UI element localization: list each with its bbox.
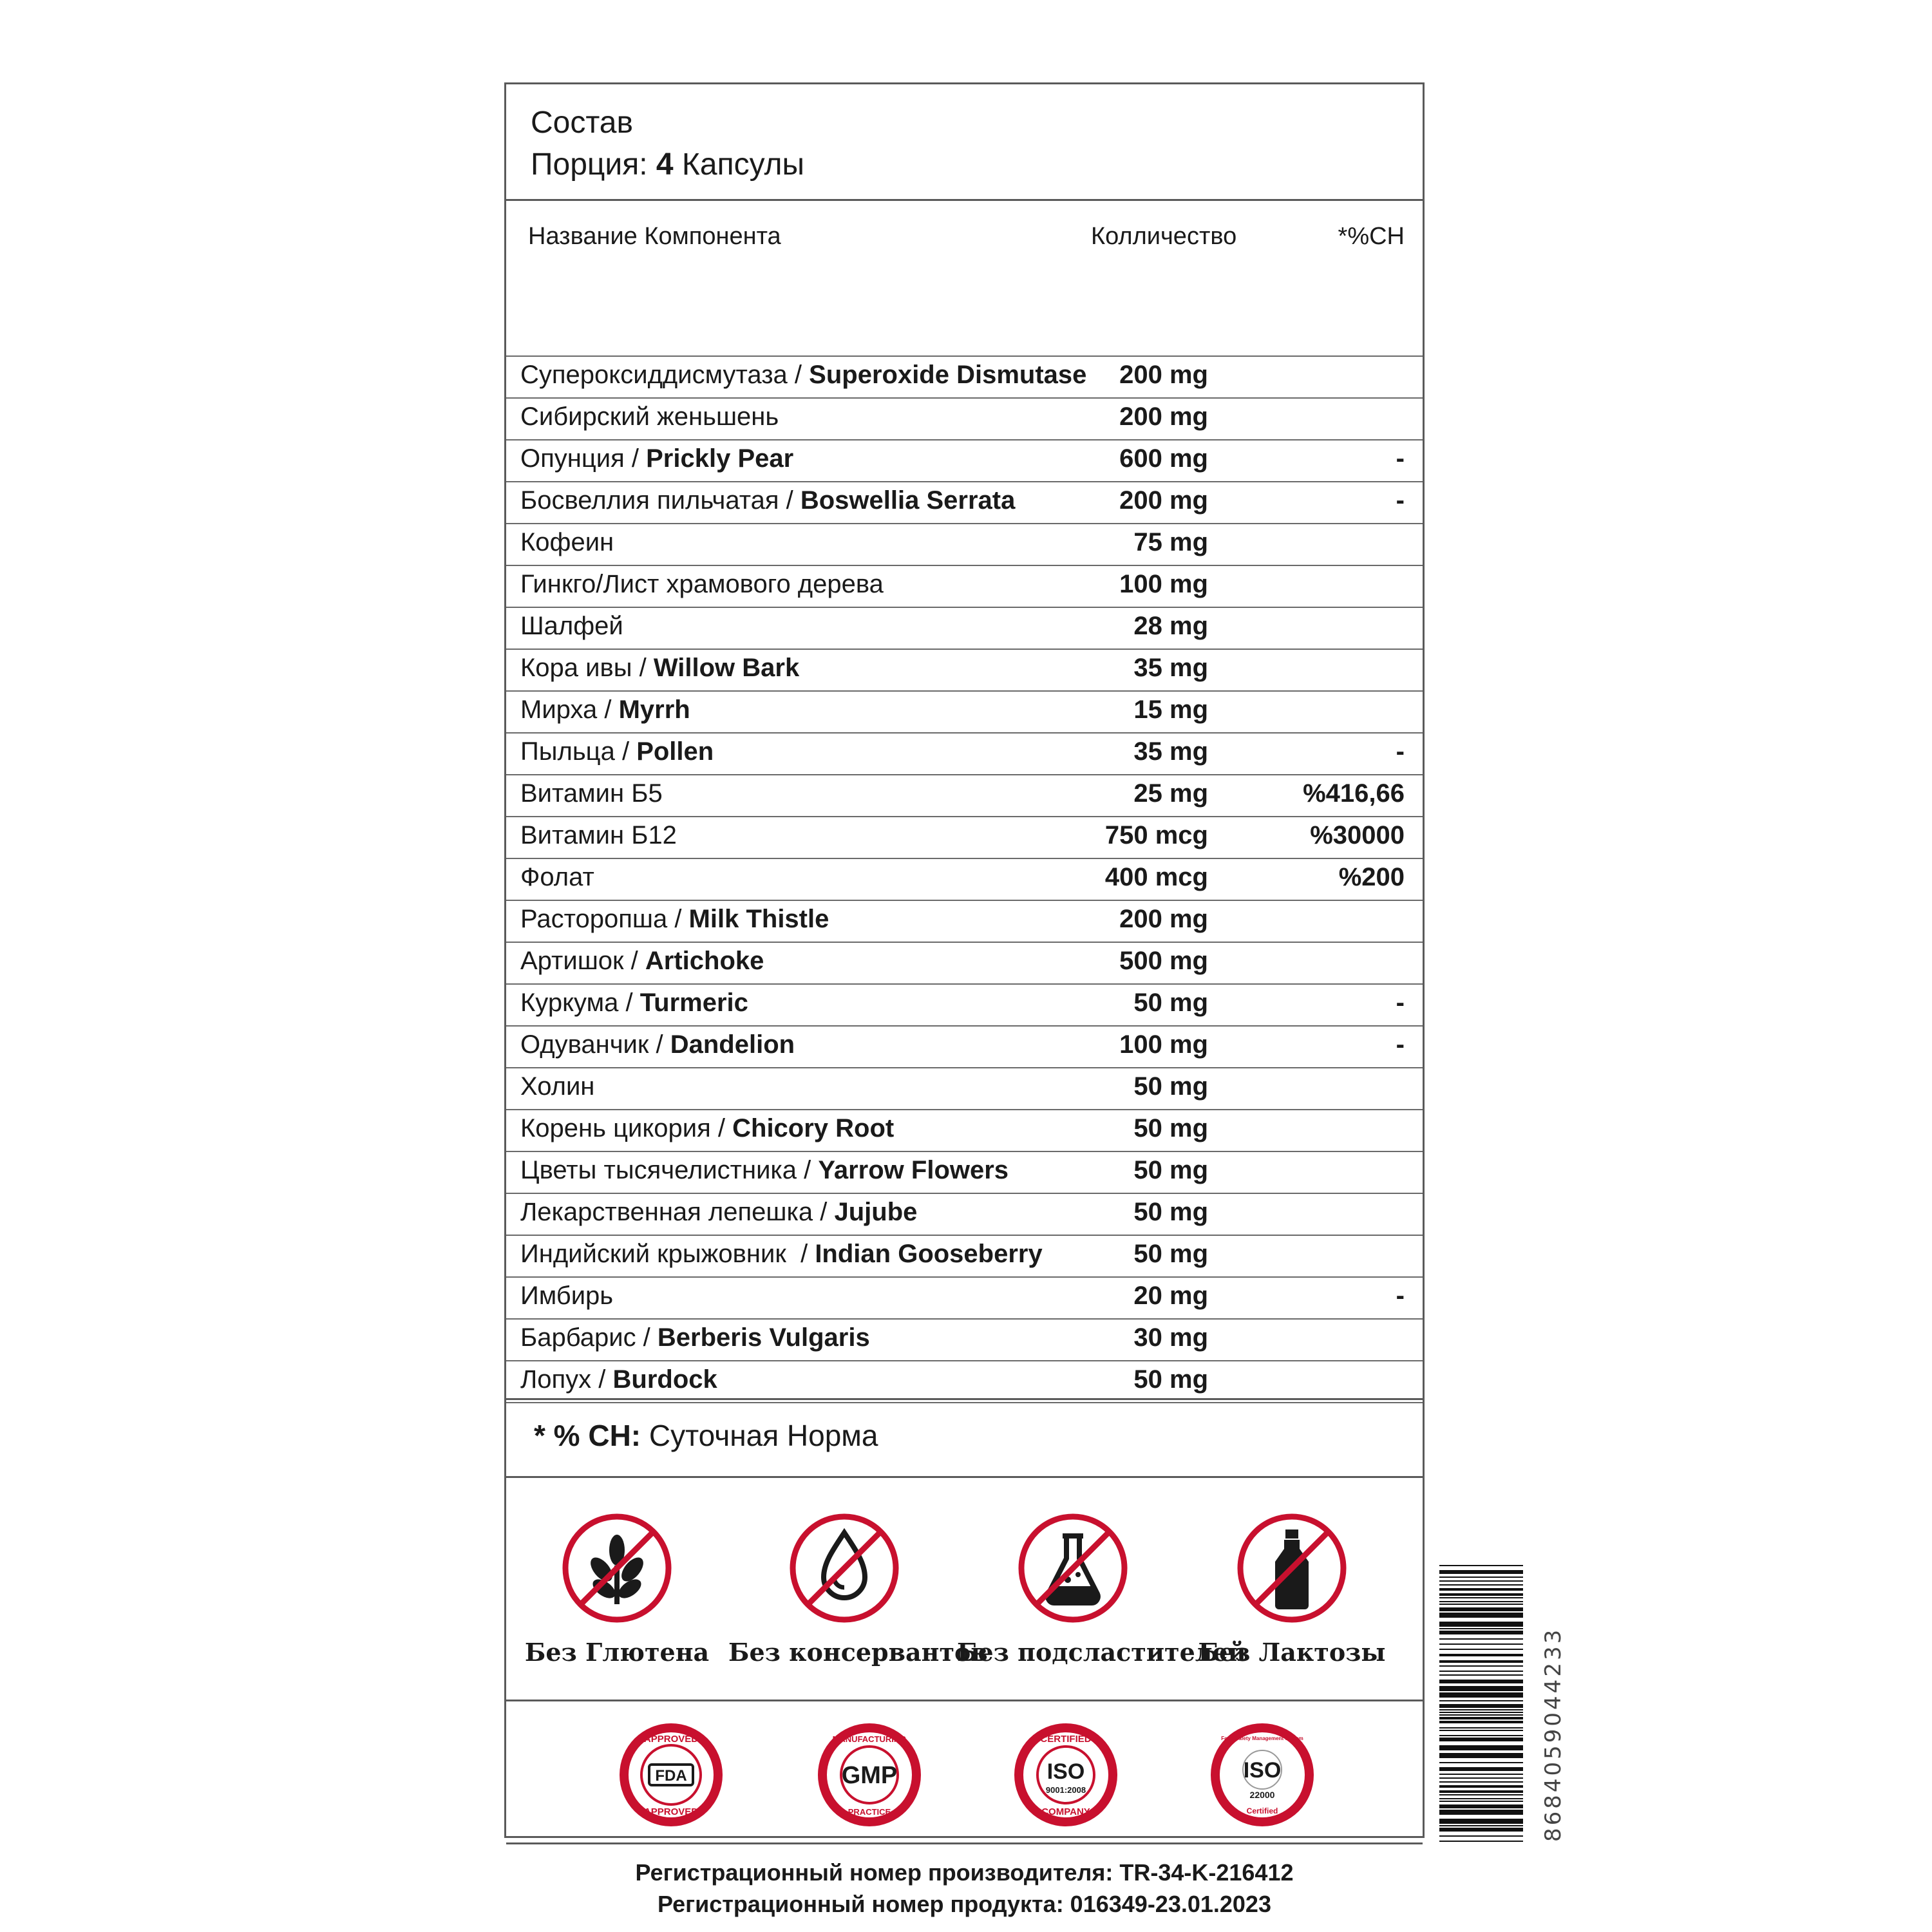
- ingredient-name: [520, 612, 623, 641]
- iso-22000-seal: [1208, 1721, 1316, 1829]
- ingredient-name-ru: Гинкго/Лист храмового дерева: [520, 570, 884, 598]
- ingredient-amount: 50 mg: [1133, 1240, 1208, 1268]
- ingredient-name-en: Turmeric: [639, 989, 748, 1017]
- ingredient-name-ru: Лопух /: [520, 1365, 613, 1394]
- ingredient-name-ru: Сибирский женьшень: [520, 402, 779, 431]
- ingredient-name: [520, 1156, 1009, 1185]
- barcode-bar: [1439, 1798, 1523, 1799]
- barcode-bar: [1439, 1660, 1523, 1663]
- barcode-bar: [1439, 1825, 1523, 1826]
- ingredient-name: [520, 1114, 894, 1143]
- barcode-bar: [1439, 1745, 1523, 1750]
- barcode-bar: [1439, 1680, 1523, 1683]
- barcode-bar: [1439, 1704, 1523, 1708]
- barcode-bar: [1439, 1577, 1523, 1578]
- ingredient-amount: 75 mg: [1133, 528, 1208, 556]
- svg-text:COMPANY: COMPANY: [1041, 1806, 1090, 1817]
- certifications: [506, 1701, 1423, 1844]
- ingredient-amount: 100 mg: [1119, 1030, 1208, 1059]
- no-sweeteners-icon: [1015, 1510, 1131, 1626]
- ingredient-amount: 20 mg: [1133, 1282, 1208, 1310]
- barcode-bar: [1439, 1692, 1523, 1698]
- svg-text:GMP: GMP: [841, 1762, 898, 1789]
- ingredient-name-ru: Витамин Б12: [520, 821, 677, 849]
- ingredient-daily-value: -: [1396, 1282, 1405, 1310]
- svg-text:MANUFACTURING: MANUFACTURING: [832, 1734, 907, 1744]
- ingredient-name-en: Burdock: [612, 1365, 717, 1394]
- ingredient-name-en: Boswellia Serrata: [800, 486, 1016, 515]
- barcode-bar: [1439, 1735, 1523, 1736]
- barcode-bar: [1439, 1841, 1523, 1842]
- barcode-bar: [1439, 1709, 1523, 1710]
- barcode-bar: [1439, 1674, 1523, 1676]
- no-gluten-icon: [559, 1510, 675, 1626]
- ingredient-name: [520, 1365, 717, 1394]
- barcode-bar: [1439, 1604, 1523, 1605]
- barcode-bar: [1439, 1686, 1523, 1691]
- title: Состав: [531, 106, 633, 140]
- ingredient-name-ru: Кора ивы /: [520, 654, 654, 682]
- footnote-mark: * % СН:: [534, 1419, 641, 1452]
- svg-text:APPROVED: APPROVED: [643, 1734, 699, 1745]
- no-preservatives-icon: [786, 1510, 902, 1626]
- table-row: [506, 523, 1423, 565]
- table-row: [506, 690, 1423, 732]
- ingredient-amount: 50 mg: [1133, 1114, 1208, 1142]
- ingredient-name-ru: Цветы тысячелистника /: [520, 1156, 819, 1184]
- table-row: [506, 1109, 1423, 1151]
- table-row: [506, 1193, 1423, 1235]
- ingredient-name-ru: Супероксиддисмутаза /: [520, 361, 810, 389]
- table-row: [506, 1235, 1423, 1276]
- no-preservatives-badge: [728, 1510, 988, 1667]
- no-sweeteners-badge: [957, 1510, 1246, 1667]
- column-header-name: Название Компонента: [528, 223, 781, 250]
- ingredient-name-ru: Корень цикория /: [520, 1114, 733, 1142]
- ingredient-name: [520, 1323, 870, 1352]
- ingredient-name-en: Indian Gooseberry: [815, 1240, 1043, 1268]
- ingredient-amount: 200 mg: [1119, 905, 1208, 933]
- ingredient-amount: 50 mg: [1133, 1072, 1208, 1101]
- barcode-bar: [1439, 1794, 1523, 1795]
- barcode-bar: [1439, 1727, 1523, 1728]
- barcode-bar: [1439, 1565, 1523, 1566]
- column-header-dv: *%СН: [1338, 223, 1405, 250]
- table-row: [506, 774, 1423, 816]
- ingredient-amount: 50 mg: [1133, 1365, 1208, 1394]
- ingredient-name-ru: Куркума /: [520, 989, 640, 1017]
- barcode-bar: [1439, 1631, 1523, 1634]
- ingredient-name: [520, 821, 677, 850]
- ingredient-name-ru: Лекарственная лепешка /: [520, 1198, 835, 1226]
- barcode-bar: [1439, 1700, 1523, 1701]
- ingredients-table: [506, 355, 1423, 1403]
- barcode-bar: [1439, 1804, 1523, 1808]
- ingredient-name-ru: Индийский крыжовник /: [520, 1240, 815, 1268]
- ingredient-daily-value: -: [1396, 737, 1405, 766]
- barcode-bar: [1439, 1622, 1523, 1627]
- ingredient-daily-value: -: [1396, 444, 1405, 473]
- ingredient-name-ru: Одуванчик /: [520, 1030, 670, 1059]
- ingredient-name: [520, 486, 1015, 515]
- ingredient-name-ru: Фолат: [520, 863, 594, 891]
- ingredient-name: [520, 947, 764, 976]
- ingredient-name: [520, 863, 594, 892]
- ingredient-name: [520, 779, 663, 808]
- barcode-bar: [1439, 1665, 1523, 1667]
- ingredient-name-en: Prickly Pear: [646, 444, 794, 473]
- table-row: [506, 1360, 1423, 1402]
- svg-text:FDA: FDA: [655, 1767, 687, 1785]
- table-row: [506, 355, 1423, 397]
- ingredient-name: [520, 528, 614, 557]
- product-registration: Регистрационный номер продукта: 016349-23.01.2023: [658, 1890, 1271, 1917]
- barcode-bar: [1439, 1753, 1523, 1758]
- table-row: [506, 397, 1423, 439]
- manufacturer-registration: Регистрационный номер производителя: TR-34-K-216412: [635, 1859, 1294, 1886]
- ingredient-name-ru: Шалфей: [520, 612, 623, 640]
- table-row: [506, 1318, 1423, 1360]
- column-header-amount: Колличество: [1091, 223, 1237, 250]
- table-row: [506, 649, 1423, 690]
- ingredient-amount: 28 mg: [1133, 612, 1208, 640]
- barcode-bar: [1439, 1781, 1523, 1783]
- table-row: [506, 900, 1423, 942]
- ingredient-daily-value: %416,66: [1303, 779, 1405, 808]
- free-from-label: Без Глютена: [524, 1638, 710, 1667]
- ingredient-amount: 400 mcg: [1104, 863, 1208, 891]
- ingredient-name-en: Yarrow Flowers: [818, 1156, 1009, 1184]
- barcode-bar: [1439, 1654, 1523, 1656]
- ingredient-name: [520, 402, 779, 431]
- iso-9001-seal: [1012, 1721, 1120, 1829]
- ingredient-name: [520, 1072, 594, 1101]
- table-row: [506, 439, 1423, 481]
- barcode-bar: [1439, 1714, 1523, 1716]
- svg-text:Certified: Certified: [1246, 1806, 1278, 1815]
- ingredient-amount: 25 mg: [1133, 779, 1208, 808]
- table-row: [506, 942, 1423, 983]
- header: [506, 84, 1423, 201]
- ingredient-name-en: Chicory Root: [732, 1114, 895, 1142]
- ingredient-name-ru: Барбарис /: [520, 1323, 658, 1352]
- barcode-bar: [1439, 1717, 1523, 1719]
- svg-text:APPROVED: APPROVED: [643, 1806, 699, 1817]
- serving-size: [531, 144, 804, 186]
- serving-count: 4: [656, 147, 674, 182]
- ingredient-amount: 600 mg: [1119, 444, 1208, 473]
- ingredient-name: [520, 905, 829, 934]
- barcode-bar: [1439, 1738, 1523, 1741]
- barcode-bar: [1439, 1588, 1523, 1591]
- ingredient-amount: 50 mg: [1133, 1156, 1208, 1184]
- ingredient-name-ru: Холин: [520, 1072, 595, 1101]
- barcode-digits: 8684059044233: [1540, 1627, 1566, 1842]
- free-from-label: Без подсластителей: [957, 1638, 1246, 1667]
- barcode-bar: [1439, 1810, 1523, 1815]
- ingredient-name-ru: Имбирь: [520, 1282, 614, 1310]
- no-lactose-icon: [1234, 1510, 1350, 1626]
- registration-info: [506, 1844, 1423, 1920]
- ingredient-name: [520, 361, 1086, 390]
- barcode-bar: [1439, 1712, 1523, 1713]
- barcode-bar: [1439, 1649, 1523, 1650]
- ingredient-amount: 200 mg: [1119, 486, 1208, 515]
- ingredient-name-en: Jujube: [834, 1198, 918, 1226]
- ingredient-amount: 200 mg: [1119, 402, 1208, 431]
- ingredient-daily-value: %30000: [1310, 821, 1405, 849]
- table-row: [506, 1067, 1423, 1109]
- barcode-bar: [1439, 1601, 1523, 1602]
- ingredient-amount: 750 mcg: [1104, 821, 1208, 849]
- free-from-icons: [506, 1478, 1423, 1701]
- barcode-bar: [1439, 1584, 1523, 1586]
- ingredient-daily-value: -: [1396, 1030, 1405, 1059]
- table-row: [506, 565, 1423, 607]
- table-row: [506, 983, 1423, 1025]
- table-row: [506, 1151, 1423, 1193]
- table-row: [506, 816, 1423, 858]
- barcode-bar: [1439, 1721, 1523, 1723]
- table-row: [506, 1276, 1423, 1318]
- ingredient-name-ru: Опунция /: [520, 444, 647, 473]
- barcode-bar: [1439, 1767, 1523, 1771]
- serving-unit: Капсулы: [681, 147, 805, 182]
- ingredient-name-ru: Босвеллия пильчатая /: [520, 486, 800, 515]
- table-row: [506, 607, 1423, 649]
- ingredient-name: [520, 1198, 917, 1227]
- ingredient-amount: 30 mg: [1133, 1323, 1208, 1352]
- ingredients-panel: [504, 82, 1425, 1917]
- barcode-bar: [1439, 1762, 1523, 1763]
- ingredient-amount: 50 mg: [1133, 989, 1208, 1017]
- ingredient-name-ru: Артишок /: [520, 947, 645, 975]
- svg-text:9001:2008: 9001:2008: [1045, 1785, 1086, 1795]
- ingredient-amount: 35 mg: [1133, 737, 1208, 766]
- ingredient-amount: 50 mg: [1133, 1198, 1208, 1226]
- ingredient-amount: 15 mg: [1133, 696, 1208, 724]
- ingredient-name-ru: Кофеин: [520, 528, 614, 556]
- svg-text:22000: 22000: [1249, 1790, 1275, 1800]
- table-row: [506, 1025, 1423, 1067]
- svg-text:CERTIFIED: CERTIFIED: [1040, 1734, 1092, 1745]
- barcode-bar: [1439, 1580, 1523, 1582]
- barcode-bar: [1439, 1828, 1523, 1832]
- ingredient-name-en: Superoxide Dismutase: [809, 361, 1087, 389]
- ingredient-name: [520, 737, 714, 766]
- ingredient-name-en: Pollen: [636, 737, 714, 766]
- table-row: [506, 732, 1423, 774]
- free-from-label: Без консервантов: [728, 1638, 988, 1667]
- svg-text:ISO: ISO: [1046, 1759, 1085, 1784]
- barcode-bar: [1439, 1819, 1523, 1824]
- ingredient-amount: 35 mg: [1133, 654, 1208, 682]
- barcode: [1439, 1565, 1523, 1842]
- barcode-bar: [1439, 1774, 1523, 1775]
- ingredient-name-en: Berberis Vulgaris: [657, 1323, 870, 1352]
- ingredient-daily-value: -: [1396, 486, 1405, 515]
- footnote-text: Суточная Норма: [649, 1419, 878, 1452]
- ingredient-name-en: Dandelion: [670, 1030, 795, 1059]
- svg-text:Food Safety Management System: Food Safety Management System: [1221, 1736, 1303, 1741]
- ingredient-name: [520, 444, 793, 473]
- barcode-bar: [1439, 1613, 1523, 1618]
- ingredient-name-en: Artichoke: [645, 947, 764, 975]
- ingredient-name: [520, 1030, 795, 1059]
- barcode-bar: [1439, 1643, 1523, 1645]
- barcode-bar: [1439, 1730, 1523, 1731]
- table-row: [506, 858, 1423, 900]
- ingredient-name-ru: Пыльца /: [520, 737, 637, 766]
- ingredient-name: [520, 1282, 613, 1311]
- fda-approved-seal: [617, 1721, 725, 1829]
- ingredient-name: [520, 1240, 1043, 1269]
- ingredient-name-en: Willow Bark: [653, 654, 800, 682]
- ingredient-name: [520, 989, 748, 1018]
- ingredient-daily-value: -: [1396, 989, 1405, 1017]
- free-from-label: Без Лактозы: [1198, 1638, 1386, 1667]
- ingredient-name-en: Milk Thistle: [688, 905, 829, 933]
- footnote: [506, 1398, 1423, 1478]
- ingredient-name-ru: Расторопша /: [520, 905, 689, 933]
- table-row: [506, 481, 1423, 523]
- barcode-bar: [1439, 1597, 1523, 1598]
- serving-label: Порция:: [531, 147, 648, 182]
- ingredient-amount: 100 mg: [1119, 570, 1208, 598]
- barcode-bar: [1439, 1671, 1523, 1672]
- ingredient-amount: 200 mg: [1119, 361, 1208, 389]
- barcode-bar: [1439, 1607, 1523, 1611]
- ingredient-name-en: Myrrh: [618, 696, 690, 724]
- barcode-bar: [1439, 1835, 1523, 1837]
- svg-text:ISO: ISO: [1243, 1758, 1282, 1783]
- barcode-bar: [1439, 1570, 1523, 1574]
- barcode-bar: [1439, 1790, 1523, 1793]
- svg-text:PRACTICE: PRACTICE: [848, 1807, 891, 1817]
- barcode-bar: [1439, 1593, 1523, 1596]
- gmp-seal: [815, 1721, 923, 1829]
- ingredient-name-ru: Витамин Б5: [520, 779, 663, 808]
- barcode-bar: [1439, 1801, 1523, 1802]
- ingredient-name: [520, 570, 884, 599]
- barcode-bar: [1439, 1777, 1523, 1779]
- barcode-bar: [1439, 1638, 1523, 1640]
- no-gluten-badge: [501, 1510, 733, 1667]
- barcode-bar: [1439, 1628, 1523, 1629]
- ingredient-name: [520, 654, 799, 683]
- ingredient-name-ru: Мирха /: [520, 696, 619, 724]
- ingredient-amount: 500 mg: [1119, 947, 1208, 975]
- ingredient-name: [520, 696, 690, 724]
- barcode-bar: [1439, 1785, 1523, 1788]
- ingredient-daily-value: %200: [1338, 863, 1405, 891]
- barcode-digits-wrapper: [1540, 1571, 1566, 1842]
- no-lactose-badge: [1176, 1510, 1408, 1667]
